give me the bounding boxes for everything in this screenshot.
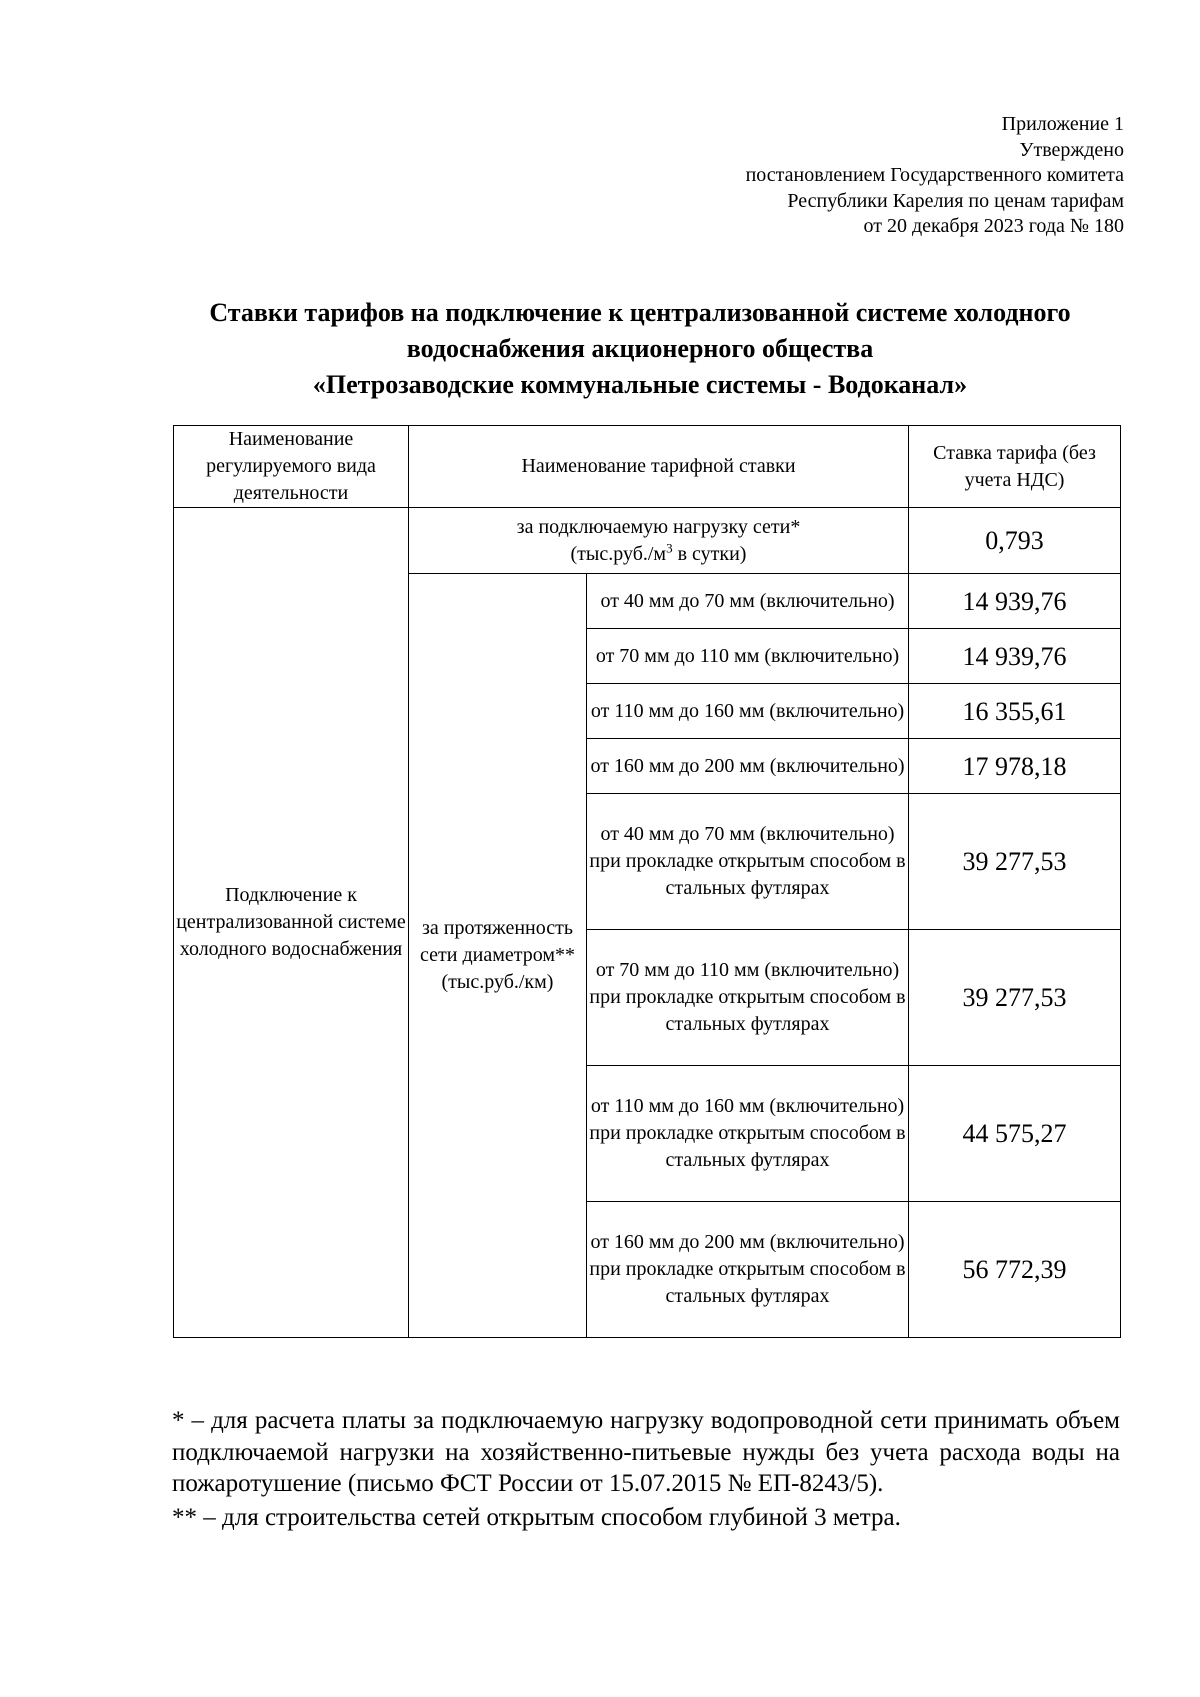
- header-activity: Наименование регулируемого вида деятельности: [174, 426, 409, 508]
- title-line-1: Ставки тарифов на подключение к централизованной системе холодного: [209, 298, 1071, 327]
- rate-label: от 160 мм до 200 мм (включительно): [587, 739, 909, 794]
- document-title: [160, 295, 1120, 403]
- rate-label: от 110 мм до 160 мм (включительно) при прокладке открытым способом в стальных футлярах: [587, 1066, 909, 1202]
- load-rate-unit-sup: 3: [666, 539, 673, 555]
- rate-value: 14 939,76: [909, 629, 1121, 684]
- rate-value: 14 939,76: [909, 574, 1121, 629]
- rate-label: от 40 мм до 70 мм (включительно): [587, 574, 909, 629]
- resolution-line: постановлением Государственного комитета: [745, 164, 1124, 187]
- rate-value: 39 277,53: [909, 794, 1121, 930]
- resolution-date: от 20 декабря 2023 года № 180: [863, 215, 1124, 238]
- committee-line: Республики Карелия по ценам тарифам: [787, 189, 1124, 212]
- rate-value: 44 575,27: [909, 1066, 1121, 1202]
- rate-value: 16 355,61: [909, 684, 1121, 739]
- header-rate-value: Ставка тарифа (без учета НДС): [909, 426, 1121, 508]
- rate-label: от 160 мм до 200 мм (включительно) при прокладке открытым способом в стальных футлярах: [587, 1202, 909, 1338]
- rate-label: от 70 мм до 110 мм (включительно) при прокладке открытым способом в стальных футлярах: [587, 930, 909, 1066]
- table-header-row: [174, 426, 1121, 508]
- approval-header: [524, 112, 1124, 240]
- rate-value: 56 772,39: [909, 1202, 1121, 1338]
- length-group-label: за протяженность сети диаметром** (тыс.руб./км): [409, 574, 587, 1338]
- footnotes: [172, 1405, 1120, 1533]
- load-rate-label: [409, 508, 909, 574]
- tariff-table: [173, 425, 1121, 1338]
- header-rate-name: Наименование тарифной ставки: [409, 426, 909, 508]
- footnote-2: ** – для строительства сетей открытым способом глубиной 3 метра.: [172, 1503, 901, 1531]
- load-rate-label-line1: за подключаемую нагрузку сети*: [516, 515, 801, 538]
- load-rate-unit-pre: (тыс.руб./м: [570, 542, 667, 565]
- rate-label: от 70 мм до 110 мм (включительно): [587, 629, 909, 684]
- approved-label: Утверждено: [1019, 138, 1124, 161]
- rate-label: от 40 мм до 70 мм (включительно) при прокладке открытым способом в стальных футлярах: [587, 794, 909, 930]
- load-rate-value: 0,793: [909, 508, 1121, 574]
- load-rate-unit-post: в сутки): [672, 542, 747, 565]
- activity-cell: Подключение к централизованной системе холодного водоснабжения: [174, 508, 409, 1338]
- table-row: [174, 508, 1121, 574]
- rate-value: 17 978,18: [909, 739, 1121, 794]
- rate-label: от 110 мм до 160 мм (включительно): [587, 684, 909, 739]
- title-line-3: «Петрозаводские коммунальные системы - Водоканал»: [312, 370, 968, 399]
- footnote-1: * – для расчета платы за подключаемую нагрузку водопроводной сети принимать объем подключаемой нагрузки на хозяйственно-питьевые нужды без учета расхода воды на пожаротушение (письмо ФСТ России от 15.07.2015 № ЕП-8243/5).: [172, 1407, 1120, 1497]
- appendix-label: Приложение 1: [1001, 113, 1124, 135]
- rate-value: 39 277,53: [909, 930, 1121, 1066]
- title-line-2: водоснабжения акционерного общества: [406, 334, 874, 363]
